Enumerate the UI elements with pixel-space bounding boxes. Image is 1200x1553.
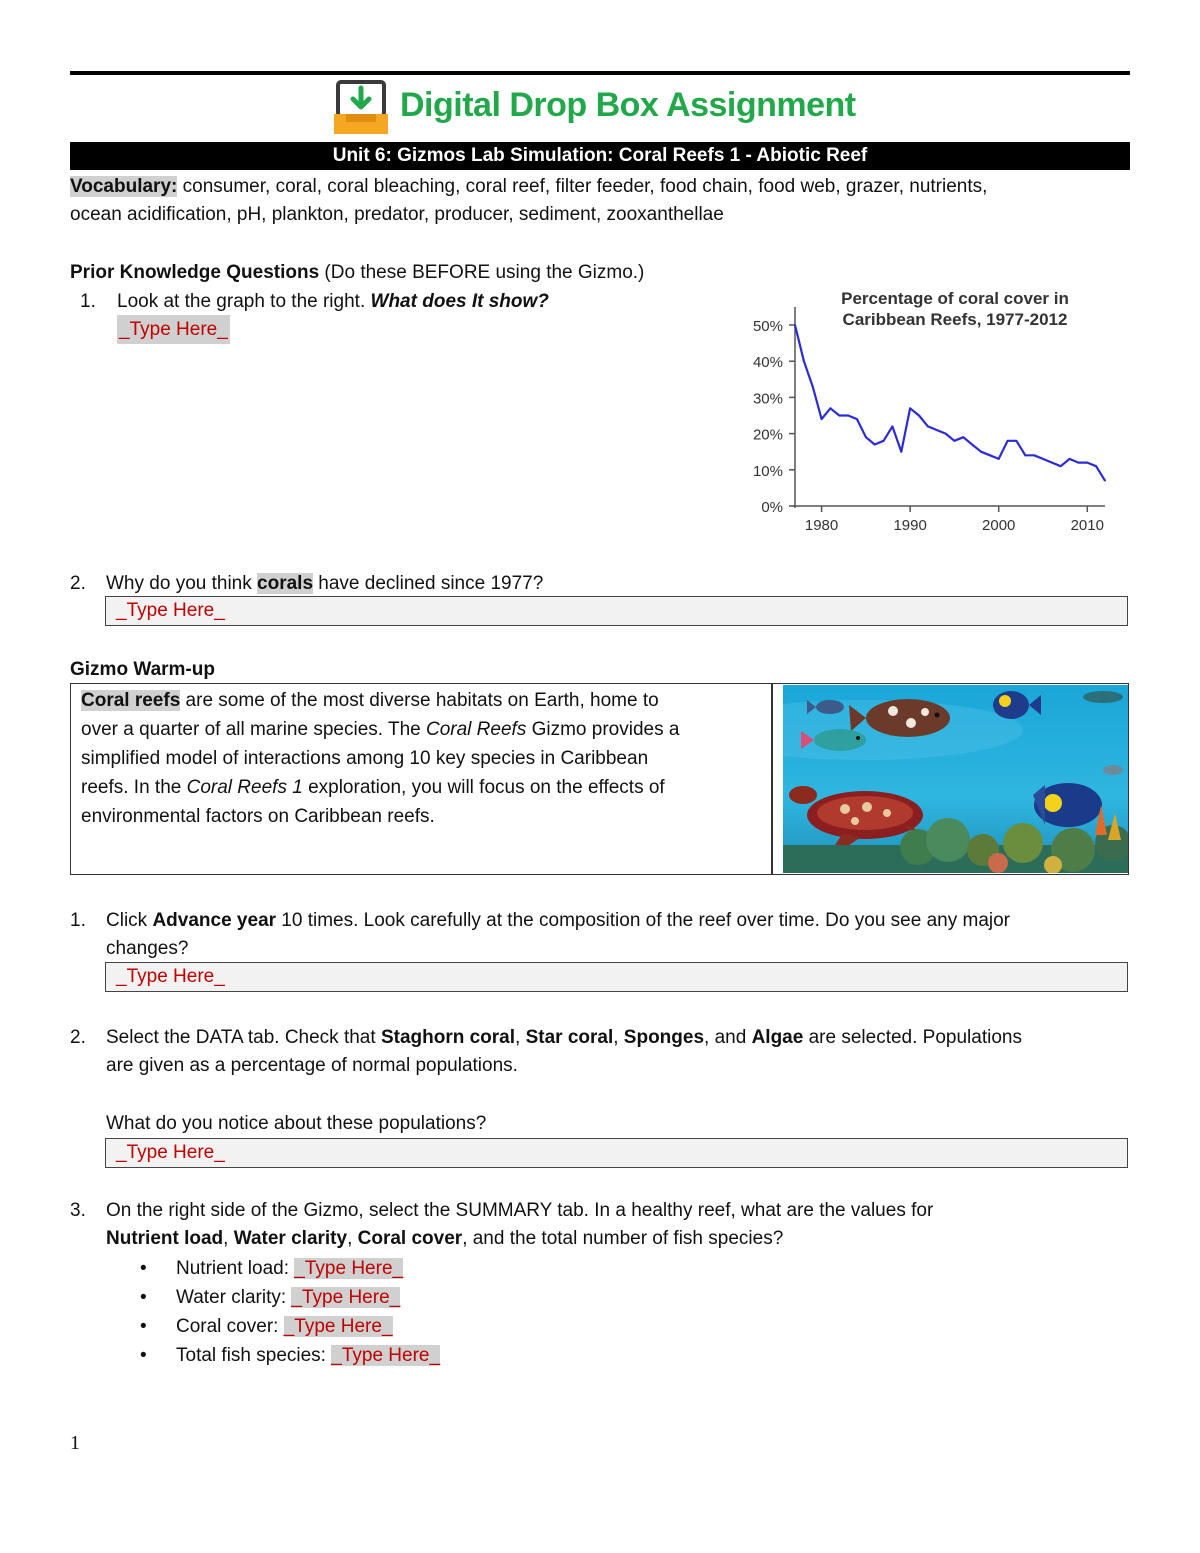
data-point xyxy=(998,458,1000,460)
x-tick-label: 2000 xyxy=(982,517,1016,534)
data-point xyxy=(980,451,982,453)
data-point xyxy=(1104,480,1106,482)
top-rule xyxy=(70,71,1130,75)
warmup-table-divider xyxy=(771,684,773,874)
coral-reef-image xyxy=(783,685,1128,873)
prior-q2-answer[interactable]: _Type Here_ xyxy=(116,600,225,621)
data-point xyxy=(1024,454,1026,456)
prior-q2: 2. Why do you think corals have declined since 1977? xyxy=(70,573,544,594)
data-point xyxy=(971,444,973,446)
data-point xyxy=(847,415,849,417)
data-point xyxy=(812,386,814,388)
warmup-q2: 2. Select the DATA tab. Check that Staghorn coral, Star coral, Sponges, and Algae are selected. Populations are given as a percentage of normal populations. What do you notice about these populations? xyxy=(70,1023,1130,1052)
prior-q1-answer[interactable]: _Type Here_ xyxy=(117,315,230,344)
page-number: 1 xyxy=(70,1432,80,1454)
warmup-q3: 3. On the right side of the Gizmo, select the SUMMARY tab. In a healthy reef, what are the values for Nutrient load, Water clarity, Coral cover, and the total number of fish species? xyxy=(70,1200,934,1249)
y-tick-label: 50% xyxy=(752,318,783,335)
logo xyxy=(332,80,872,138)
data-point xyxy=(1095,465,1097,467)
data-point xyxy=(927,425,929,427)
data-point xyxy=(856,418,858,420)
data-point xyxy=(883,440,885,442)
warmup-q2-answer[interactable]: _Type Here_ xyxy=(116,1142,225,1163)
data-point xyxy=(892,425,894,427)
data-point xyxy=(945,433,947,435)
nutrient-load-answer[interactable]: _Type Here_ xyxy=(294,1258,404,1279)
y-tick-label: 0% xyxy=(761,499,783,516)
data-point xyxy=(954,440,956,442)
data-point xyxy=(874,444,876,446)
y-tick-label: 40% xyxy=(752,354,783,372)
data-point xyxy=(1078,462,1080,464)
warmup-q1: 1. Click Advance year 10 times. Look carefully at the composition of the reef over time. Do you see any major changes? xyxy=(70,910,1010,959)
data-point xyxy=(909,407,911,409)
x-tick-label: 1990 xyxy=(893,517,927,534)
prior-q1: 1. Look at the graph to the right. What does It show? xyxy=(80,291,549,312)
data-point xyxy=(1069,458,1071,460)
y-tick-label: 10% xyxy=(752,462,783,480)
y-tick-label: 20% xyxy=(752,426,783,444)
title-bar xyxy=(70,142,1130,170)
prior-q2-answer-box[interactable] xyxy=(105,596,1128,626)
chart-title-2: Caribbean Reefs, 1977-2012 xyxy=(842,310,1068,329)
data-point xyxy=(1042,458,1044,460)
data-point xyxy=(1033,454,1035,456)
x-tick-label: 2010 xyxy=(1070,517,1104,534)
water-clarity-answer[interactable]: _Type Here_ xyxy=(291,1287,401,1308)
data-point xyxy=(918,415,920,417)
data-point xyxy=(1016,440,1018,442)
data-point xyxy=(936,429,938,431)
data-point xyxy=(865,436,867,438)
warmup-q1-answer-box[interactable] xyxy=(105,962,1128,992)
corals-keyword: corals xyxy=(257,573,314,594)
x-tick-label: 1980 xyxy=(804,517,839,534)
coral-reefs-keyword: Coral reefs xyxy=(81,690,181,711)
angelfish-right xyxy=(1033,783,1102,827)
data-point xyxy=(821,418,823,420)
logo-text: Digital Drop Box Assignment xyxy=(400,86,856,124)
warmup-table xyxy=(70,683,1129,875)
data-point xyxy=(794,324,796,326)
data-point xyxy=(830,407,832,409)
data-point xyxy=(1007,440,1009,442)
total-fish-species-answer[interactable]: _Type Here_ xyxy=(331,1345,441,1366)
data-point xyxy=(1086,462,1088,464)
y-tick-label: 30% xyxy=(752,390,783,408)
data-point xyxy=(962,436,964,438)
page-title: Unit 6: Gizmos Lab Simulation: Coral Reefs 1 - Abiotic Reef xyxy=(332,145,868,166)
vocabulary-line-2: ocean acidification, pH, plankton, predator, producer, sediment, zooxanthellae xyxy=(70,204,724,225)
chart-title: Percentage of coral cover in xyxy=(841,289,1069,308)
vocabulary-line-1: Vocabulary: consumer, coral, coral bleaching, coral reef, filter feeder, food chain, food web, grazer, nutrients, xyxy=(70,176,988,197)
warmup-q2-answer-box[interactable] xyxy=(105,1138,1128,1168)
data-point xyxy=(803,360,805,362)
series-line-coral-cover xyxy=(795,325,1105,481)
warmup-intro: Coral reefs are some of the most diverse habitats on Earth, home to over a quarter of all marine species. The Coral Reefs Gizmo provides a simplified model of interactions among 10 key species in Caribbean reefs. In the Coral Reefs 1 exploration, you will focus on the effects of environmental factors on Caribbean reefs. xyxy=(81,690,680,827)
data-point xyxy=(838,415,840,417)
warmup-heading: Gizmo Warm-up xyxy=(70,659,215,680)
data-point xyxy=(1051,462,1053,464)
coral-cover-chart xyxy=(730,285,1120,535)
prior-knowledge-heading: Prior Knowledge Questions (Do these BEFORE using the Gizmo.) xyxy=(70,262,645,283)
data-point xyxy=(900,451,902,453)
data-point xyxy=(989,454,991,456)
warmup-q1-answer[interactable]: _Type Here_ xyxy=(116,966,225,987)
coral-cover-answer[interactable]: _Type Here_ xyxy=(283,1316,393,1337)
warmup-q2-ask: What do you notice about these populations? xyxy=(106,1113,487,1134)
drop-box-icon xyxy=(332,80,390,138)
data-point xyxy=(1060,465,1062,467)
vocabulary-label: Vocabulary: xyxy=(70,176,178,197)
